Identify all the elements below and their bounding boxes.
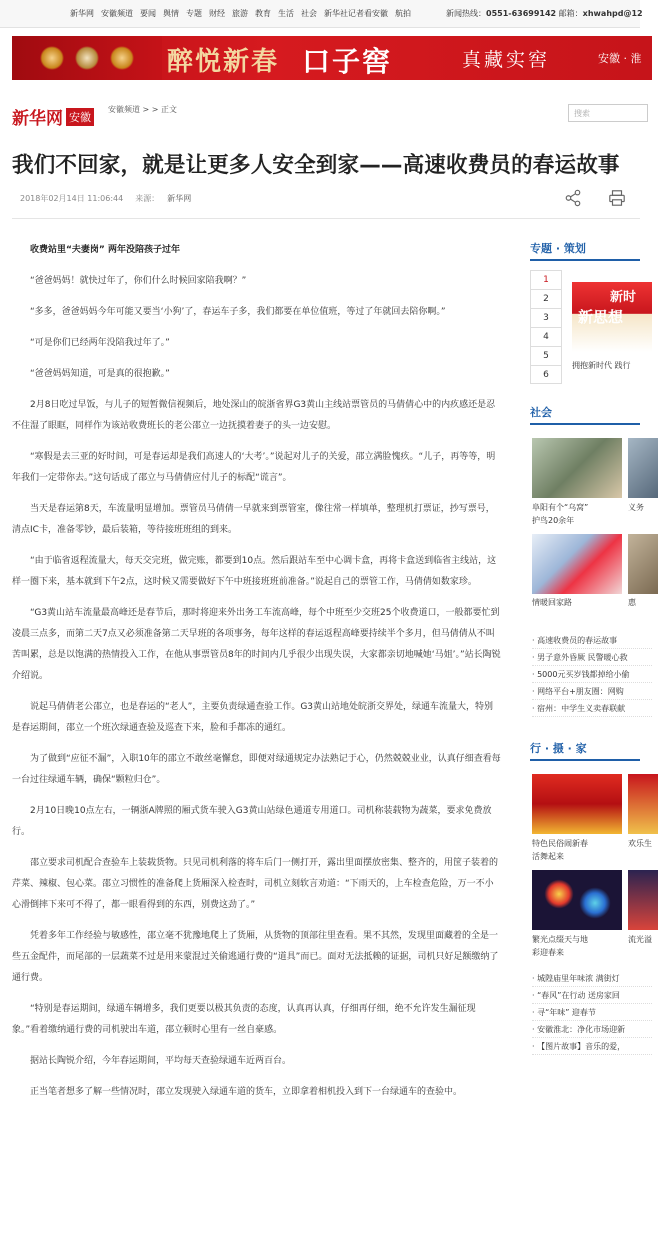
article-subheading: 收费站里“夫妻岗” 两年没陪孩子过年 xyxy=(30,245,180,255)
hotline-number: 0551-63699142 xyxy=(486,9,557,18)
article-paragraph: 当天是春运第8天，车流量明显增加。票管员马倩倩一早就来到票管室，像往常一样填单，整理机打票证，抄写票号，清点IC卡，准备零钞，最后装箱，等待接班班组的到来。 xyxy=(12,504,495,535)
article-paragraph: “多多，爸爸妈妈今年可能又要当‘小狗’了，春运车子多，我们都要在单位值班，等过了年就回去陪你啊。” xyxy=(30,307,446,317)
society-image-4[interactable] xyxy=(628,534,658,594)
top-nav-item[interactable]: 财经 xyxy=(209,9,225,18)
rank-tab[interactable]: 5 xyxy=(530,346,562,365)
article-paragraph: “G3黄山站车流量最高峰还是春节后，那时将迎来外出务工车流高峰，每个中班至少交班25个收费道口，一般都要忙到凌晨三点多，而第二天7点又必须准备第二天早班的各项事务，每年这样的春运返程高峰要持续半个多月，但马倩倩从不叫苦叫累，总是以饱满的热情投入工作，在他从事票管员8年的时间内几乎很少出现失误，大家都亲切地喊她‘马姐’。”站长陶锐介绍说。 xyxy=(12,608,501,681)
top-nav-item[interactable]: 新华网 xyxy=(70,9,94,18)
society-link[interactable]: · 网络平台+朋友圈：网购 xyxy=(532,683,652,700)
photos-image-lanterns[interactable] xyxy=(532,774,622,834)
photos-link[interactable]: · “春风”在行动 送房家回 xyxy=(532,987,652,1004)
top-nav-item[interactable]: 舆情 xyxy=(163,9,179,18)
banner-text-region: 安徽 · 淮 xyxy=(598,52,642,65)
photos-image-lights[interactable] xyxy=(532,870,622,930)
article-paragraph: 2月10日晚10点左右，一辆浙A牌照的厢式货车驶入G3黄山站绿色通道专用道口。司机称装载物为蔬菜，要求免费放行。 xyxy=(12,806,492,837)
top-nav-item[interactable]: 新华社记者看安徽 xyxy=(324,9,388,18)
society-caption[interactable]: 惠 xyxy=(628,598,636,607)
rank-tab[interactable]: 6 xyxy=(530,365,562,384)
photos-caption[interactable]: 彩迎春来 xyxy=(532,948,564,957)
special-image-text: 新时 xyxy=(610,290,637,305)
article-source xyxy=(135,193,191,204)
ad-banner[interactable] xyxy=(12,36,652,80)
society-image-2[interactable] xyxy=(628,438,658,498)
rank-tab[interactable]: 3 xyxy=(530,308,562,327)
email-label: 邮箱： xyxy=(558,9,583,18)
article-paragraph: “由于临省返程流量大，每天交完班，做完账，都要到10点。然后跟站车至中心调卡盒，再将卡盒送到临省主线站，这样一圈下来，基本就到下午2点，这时候又需要做好下午中班接班班前准备。”说起自己的票管工作，马倩倩如数家珍。 xyxy=(12,556,497,587)
top-nav xyxy=(70,8,411,19)
logo-tag: 安徽 xyxy=(66,108,94,126)
rank-tab[interactable]: 4 xyxy=(530,327,562,346)
article-paragraph: “爸爸妈妈！就快过年了，你们什么时候回家陪我啊？” xyxy=(30,276,247,286)
hotline-label: 新闻热线： xyxy=(446,9,486,18)
sidebar-heading-society[interactable]: 社会 xyxy=(530,404,640,425)
top-nav-bar xyxy=(0,0,643,28)
sidebar-heading-special[interactable]: 专题 · 策划 xyxy=(530,240,640,261)
sidebar-heading-photos[interactable]: 行 · 摄 · 家 xyxy=(530,740,640,761)
photos-image-4[interactable] xyxy=(628,870,658,930)
photos-link[interactable]: · 【图片故事】音乐的爱， xyxy=(532,1038,652,1055)
banner-text-tagline: 真藏实窖 xyxy=(462,49,551,71)
society-link[interactable]: · 5000元买岁钱都掉给小偷 xyxy=(532,666,652,683)
society-caption[interactable]: 护鸟20余年 xyxy=(532,516,575,525)
photos-caption[interactable]: 繁光点缀天与地 xyxy=(532,935,588,944)
top-nav-item[interactable]: 安徽频道 xyxy=(101,9,133,18)
photos-caption[interactable]: 特色民俗闹新春 xyxy=(532,839,588,848)
photos-caption[interactable]: 流光溢 xyxy=(628,935,652,944)
special-caption[interactable]: 拥抱新时代 践行 xyxy=(572,361,631,370)
article-paragraph: 说起马倩倩老公邵立，也是春运的“老人”，主要负责绿通查验工作。G3黄山站地处皖浙交界处，绿通车流量大，特别是春运期间，邵立一个班次绿通查验及巡查下来，脸和手都冻的通红。 xyxy=(12,702,494,733)
article-paragraph: 为了做到“应征不漏”，入职10年的邵立不敢丝毫懈怠，即便对绿通规定办法熟记于心，仍然兢兢业业，认真仔细查看每一台过往绿通车辆，确保“颗粒归仓”。 xyxy=(12,754,501,785)
top-nav-item[interactable]: 要闻 xyxy=(140,9,156,18)
article-paragraph: “特别是春运期间，绿通车辆增多，我们更要以极其负责的态度，认真再认真，仔细再仔细，绝不允许发生漏征现象。”看着缴纳通行费的司机驶出车道，邵立顿时心里有一丝自豪感。 xyxy=(12,1004,476,1035)
article-paragraph: “可是你们已经两年没陪我过年了。” xyxy=(30,338,170,348)
photos-link-list xyxy=(532,970,652,1055)
photos-caption[interactable]: 活舞起来 xyxy=(532,852,564,861)
article-paragraph: 2月8日吃过早饭，与儿子的短暂微信视频后，地处深山的皖浙省界G3黄山主线站票管员的马倩倩心中的内疚感还是忍不住湿了眼眶，同样作为该站收费班长的老公邵立一边抚摸着妻子的头一边安慰。 xyxy=(12,400,496,431)
photos-image-2[interactable] xyxy=(628,774,658,834)
article-paragraph: “寒假是去三亚的好时间，可是春运却是我们高速人的‘大考’。”说起对儿子的关爱，邵立满脸愧疚。“儿子，再等等，明年我们一定带你去。”这句话成了邵立与马倩倩应付儿子的标配“谎言”。 xyxy=(12,452,496,483)
article-paragraph: 据站长陶锐介绍，今年春运期间，平均每天查验绿通车近两百台。 xyxy=(30,1056,292,1066)
article-paragraph: “爸爸妈妈知道，可是真的很抱歉。” xyxy=(30,369,170,379)
photos-link[interactable]: · 安徽淮北：净化市场迎新 xyxy=(532,1021,652,1038)
photos-caption[interactable]: 欢乐生 xyxy=(628,839,652,848)
article-paragraph: 邵立要求司机配合查验车上装载货物。只见司机利落的将车后门一侧打开，露出里面摆放密集、整齐的，用筐子装着的芹菜、辣椒、包心菜。邵立习惯性的准备爬上货厢深入检查时，司机立刻软言劝道：“下雨天的，上车检查危险，万一不小心滑倒摔下来可不得了，都一眼看得到的东西，别费这劲了。” xyxy=(12,858,499,910)
society-caption[interactable]: 阜阳有个“乌窝” xyxy=(532,503,589,512)
top-nav-item[interactable]: 旅游 xyxy=(232,9,248,18)
special-image-text: 新思想 xyxy=(578,308,624,326)
rank-list xyxy=(530,270,562,384)
rank-tab[interactable]: 2 xyxy=(530,289,562,308)
source-name[interactable]: 新华网 xyxy=(167,194,192,203)
photos-link[interactable]: · 寻“年味” 迎春节 xyxy=(532,1004,652,1021)
society-caption[interactable]: 义务 xyxy=(628,503,644,512)
society-link-list xyxy=(532,632,652,717)
article-meta xyxy=(20,193,191,204)
top-nav-item[interactable]: 教育 xyxy=(255,9,271,18)
society-image-birds[interactable] xyxy=(532,438,622,498)
article-body xyxy=(12,240,502,1113)
top-nav-item[interactable]: 航拍 xyxy=(395,9,411,18)
banner-text-brand: 口子窖 xyxy=(302,45,393,78)
sidebar xyxy=(530,240,652,1051)
hotline-info xyxy=(446,8,643,19)
email-address: xhwahpd@12 xyxy=(582,9,643,18)
rank-tab[interactable]: 1 xyxy=(530,270,562,289)
banner-bottles-image xyxy=(12,36,162,80)
breadcrumb[interactable]: 安徽频道 > > 正文 xyxy=(108,105,178,114)
site-logo[interactable] xyxy=(12,104,94,129)
article-paragraph: 正当笔者想多了解一些情况时，邵立发现驶入绿通车道的货车，立即拿着相机投入到下一台绿通车的查验中。 xyxy=(30,1087,463,1097)
society-link[interactable]: · 宿州：中学生义卖春联献 xyxy=(532,700,652,717)
special-topic-image[interactable] xyxy=(572,282,652,352)
article-date: 2018年02月14日 11:06:44 xyxy=(20,194,124,203)
society-caption[interactable]: 情暖回家路 xyxy=(532,598,572,607)
society-link[interactable]: · 高速收费员的春运故事 xyxy=(532,632,652,649)
print-icon[interactable] xyxy=(608,189,626,207)
article-title: 我们不回家，就是让更多人安全到家——高速收费员的春运故事 xyxy=(12,153,620,178)
society-image-travel[interactable] xyxy=(532,534,622,594)
society-link[interactable]: · 男子意外昏厥 民警暖心救 xyxy=(532,649,652,666)
article-paragraph: 凭着多年工作经验与敏感性，邵立毫不犹豫地爬上了货厢，从货物的顶部往里查看。果不其然，发现里面藏着的全是一些五金配件，而尾部的一层蔬菜不过是用来蒙混过关偷逃通行费的“道具”而已。面对无法抵赖的证据，司机只好足额缴纳了通行费。 xyxy=(12,931,499,983)
top-nav-item[interactable]: 专题 xyxy=(186,9,202,18)
share-icon[interactable] xyxy=(564,189,582,207)
logo-name: 新华网 xyxy=(12,109,63,129)
source-label: 来源： xyxy=(135,194,160,203)
search-input[interactable]: 搜索 xyxy=(568,104,648,122)
banner-text-slogan: 醉悦新春 xyxy=(167,47,280,77)
top-nav-item[interactable]: 生活 xyxy=(278,9,294,18)
title-divider xyxy=(12,218,640,219)
top-nav-item[interactable]: 社会 xyxy=(301,9,317,18)
photos-link[interactable]: · 城隍庙里年味浓 满街灯 xyxy=(532,970,652,987)
